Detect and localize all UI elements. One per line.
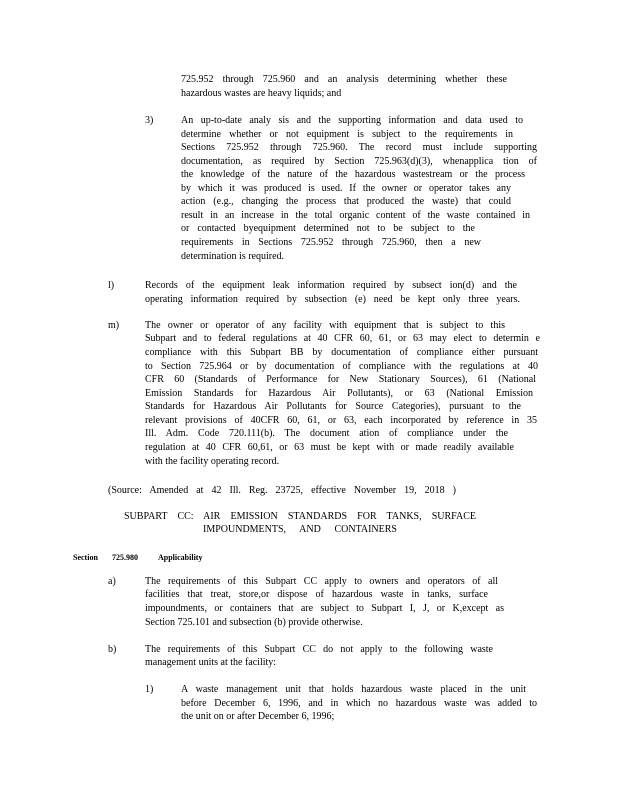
paragraph-line: determination is required. [181, 251, 285, 262]
paragraph-line: Records of the equipment leak information required by subsect ion(d) and the [145, 280, 517, 291]
list-marker: a) [108, 576, 116, 587]
list-marker: 1) [145, 684, 154, 695]
subpart-heading: IMPOUNDMENTS, AND CONTAINERS [203, 524, 397, 535]
list-marker: m) [108, 320, 120, 331]
paragraph-line: CFR 60 (Standards of Performance for New Stationary Sources), 61 (National [145, 374, 536, 385]
section-label: Section [73, 553, 98, 562]
paragraph-line: The requirements of this Subpart CC do not apply to the following waste [145, 644, 493, 655]
paragraph-line: documentation, as required by Section 725.963(d)(3), whenapplica tion of [181, 156, 537, 167]
paragraph-line: impoundments, or containers that are subject to Subpart I, J, or K,except as [145, 603, 504, 614]
paragraph-line: by which it was produced is used. If the owner or operator takes any [181, 183, 511, 194]
paragraph-line: relevant provisions of 40CFR 60, 61, or 63, each incorporated by reference in 35 [145, 415, 537, 426]
paragraph-line: result in an increase in the total organic content of the waste contained in [181, 210, 530, 221]
section-number: 725.980 [112, 553, 138, 562]
paragraph-line: The owner or operator of any facility with equipment that is subject to this [145, 320, 505, 331]
paragraph-line: to Section 725.964 or by documentation of compliance with the regulations at 40 [145, 361, 538, 372]
paragraph-line: Standards for Hazardous Air Pollutants for Source Categories), pursuant to the [145, 401, 521, 412]
paragraph-line: with the facility operating record. [145, 456, 280, 467]
list-marker: 3) [145, 115, 154, 126]
paragraph-line: An up-to-date analy sis and the supporting information and data used to [181, 115, 523, 126]
subpart-heading: SUBPART CC: AIR EMISSION STANDARDS FOR TANKS, SURFACE [124, 511, 476, 522]
paragraph-line: 725.952 through 725.960 and an analysis determining whether these [181, 74, 507, 85]
paragraph-line: Emission Standards for Hazardous Air Pollutants), or 63 (National Emission [145, 388, 533, 399]
paragraph-line: requirements in Sections 725.952 through 725.960, then a new [181, 237, 481, 248]
paragraph-line: the unit on or after December 6, 1996; [181, 711, 335, 722]
paragraph-line: The requirements of this Subpart CC apply to owners and operators of all [145, 576, 498, 587]
paragraph-line: determine whether or not equipment is subject to the requirements in [181, 129, 513, 140]
paragraph-line: compliance with this Subpart BB by documentation of compliance either pursuant [145, 347, 538, 358]
paragraph-line: Ill. Adm. Code 720.111(b). The document ation of compliance under the [145, 428, 508, 439]
section-title: Applicability [158, 553, 203, 562]
paragraph-line: the knowledge of the nature of the hazardous wastestream or the process [181, 169, 525, 180]
paragraph-line: A waste management unit that holds hazardous waste placed in the unit [181, 684, 526, 695]
paragraph-line: Subpart and to federal regulations at 40 CFR 60, 61, or 63 may elect to determin e [145, 333, 540, 344]
paragraph-line: operating information required by subsection (e) need be kept only three years. [145, 294, 520, 305]
source-note: (Source: Amended at 42 Ill. Reg. 23725, effective November 19, 2018 ) [108, 485, 456, 496]
paragraph-line: regulation at 40 CFR 60,61, or 63 must be kept with or made readily available [145, 442, 514, 453]
list-marker: b) [108, 644, 117, 655]
paragraph-line: facilities that treat, store,or dispose of hazardous waste in tanks, surface [145, 589, 488, 600]
paragraph-line: hazardous wastes are heavy liquids; and [181, 88, 342, 99]
paragraph-line: action (e.g., changing the process that produced the waste) that could [181, 196, 511, 207]
paragraph-line: before December 6, 1996, and in which no hazardous waste was added to [181, 698, 537, 709]
paragraph-line: Section 725.101 and subsection (b) provide otherwise. [145, 617, 363, 628]
paragraph-line: Sections 725.952 through 725.960. The record must include supporting [181, 142, 537, 153]
list-marker: l) [108, 280, 115, 291]
paragraph-line: or contacted byequipment determined not to be subject to the [181, 223, 475, 234]
paragraph-line: management units at the facility: [145, 657, 277, 668]
